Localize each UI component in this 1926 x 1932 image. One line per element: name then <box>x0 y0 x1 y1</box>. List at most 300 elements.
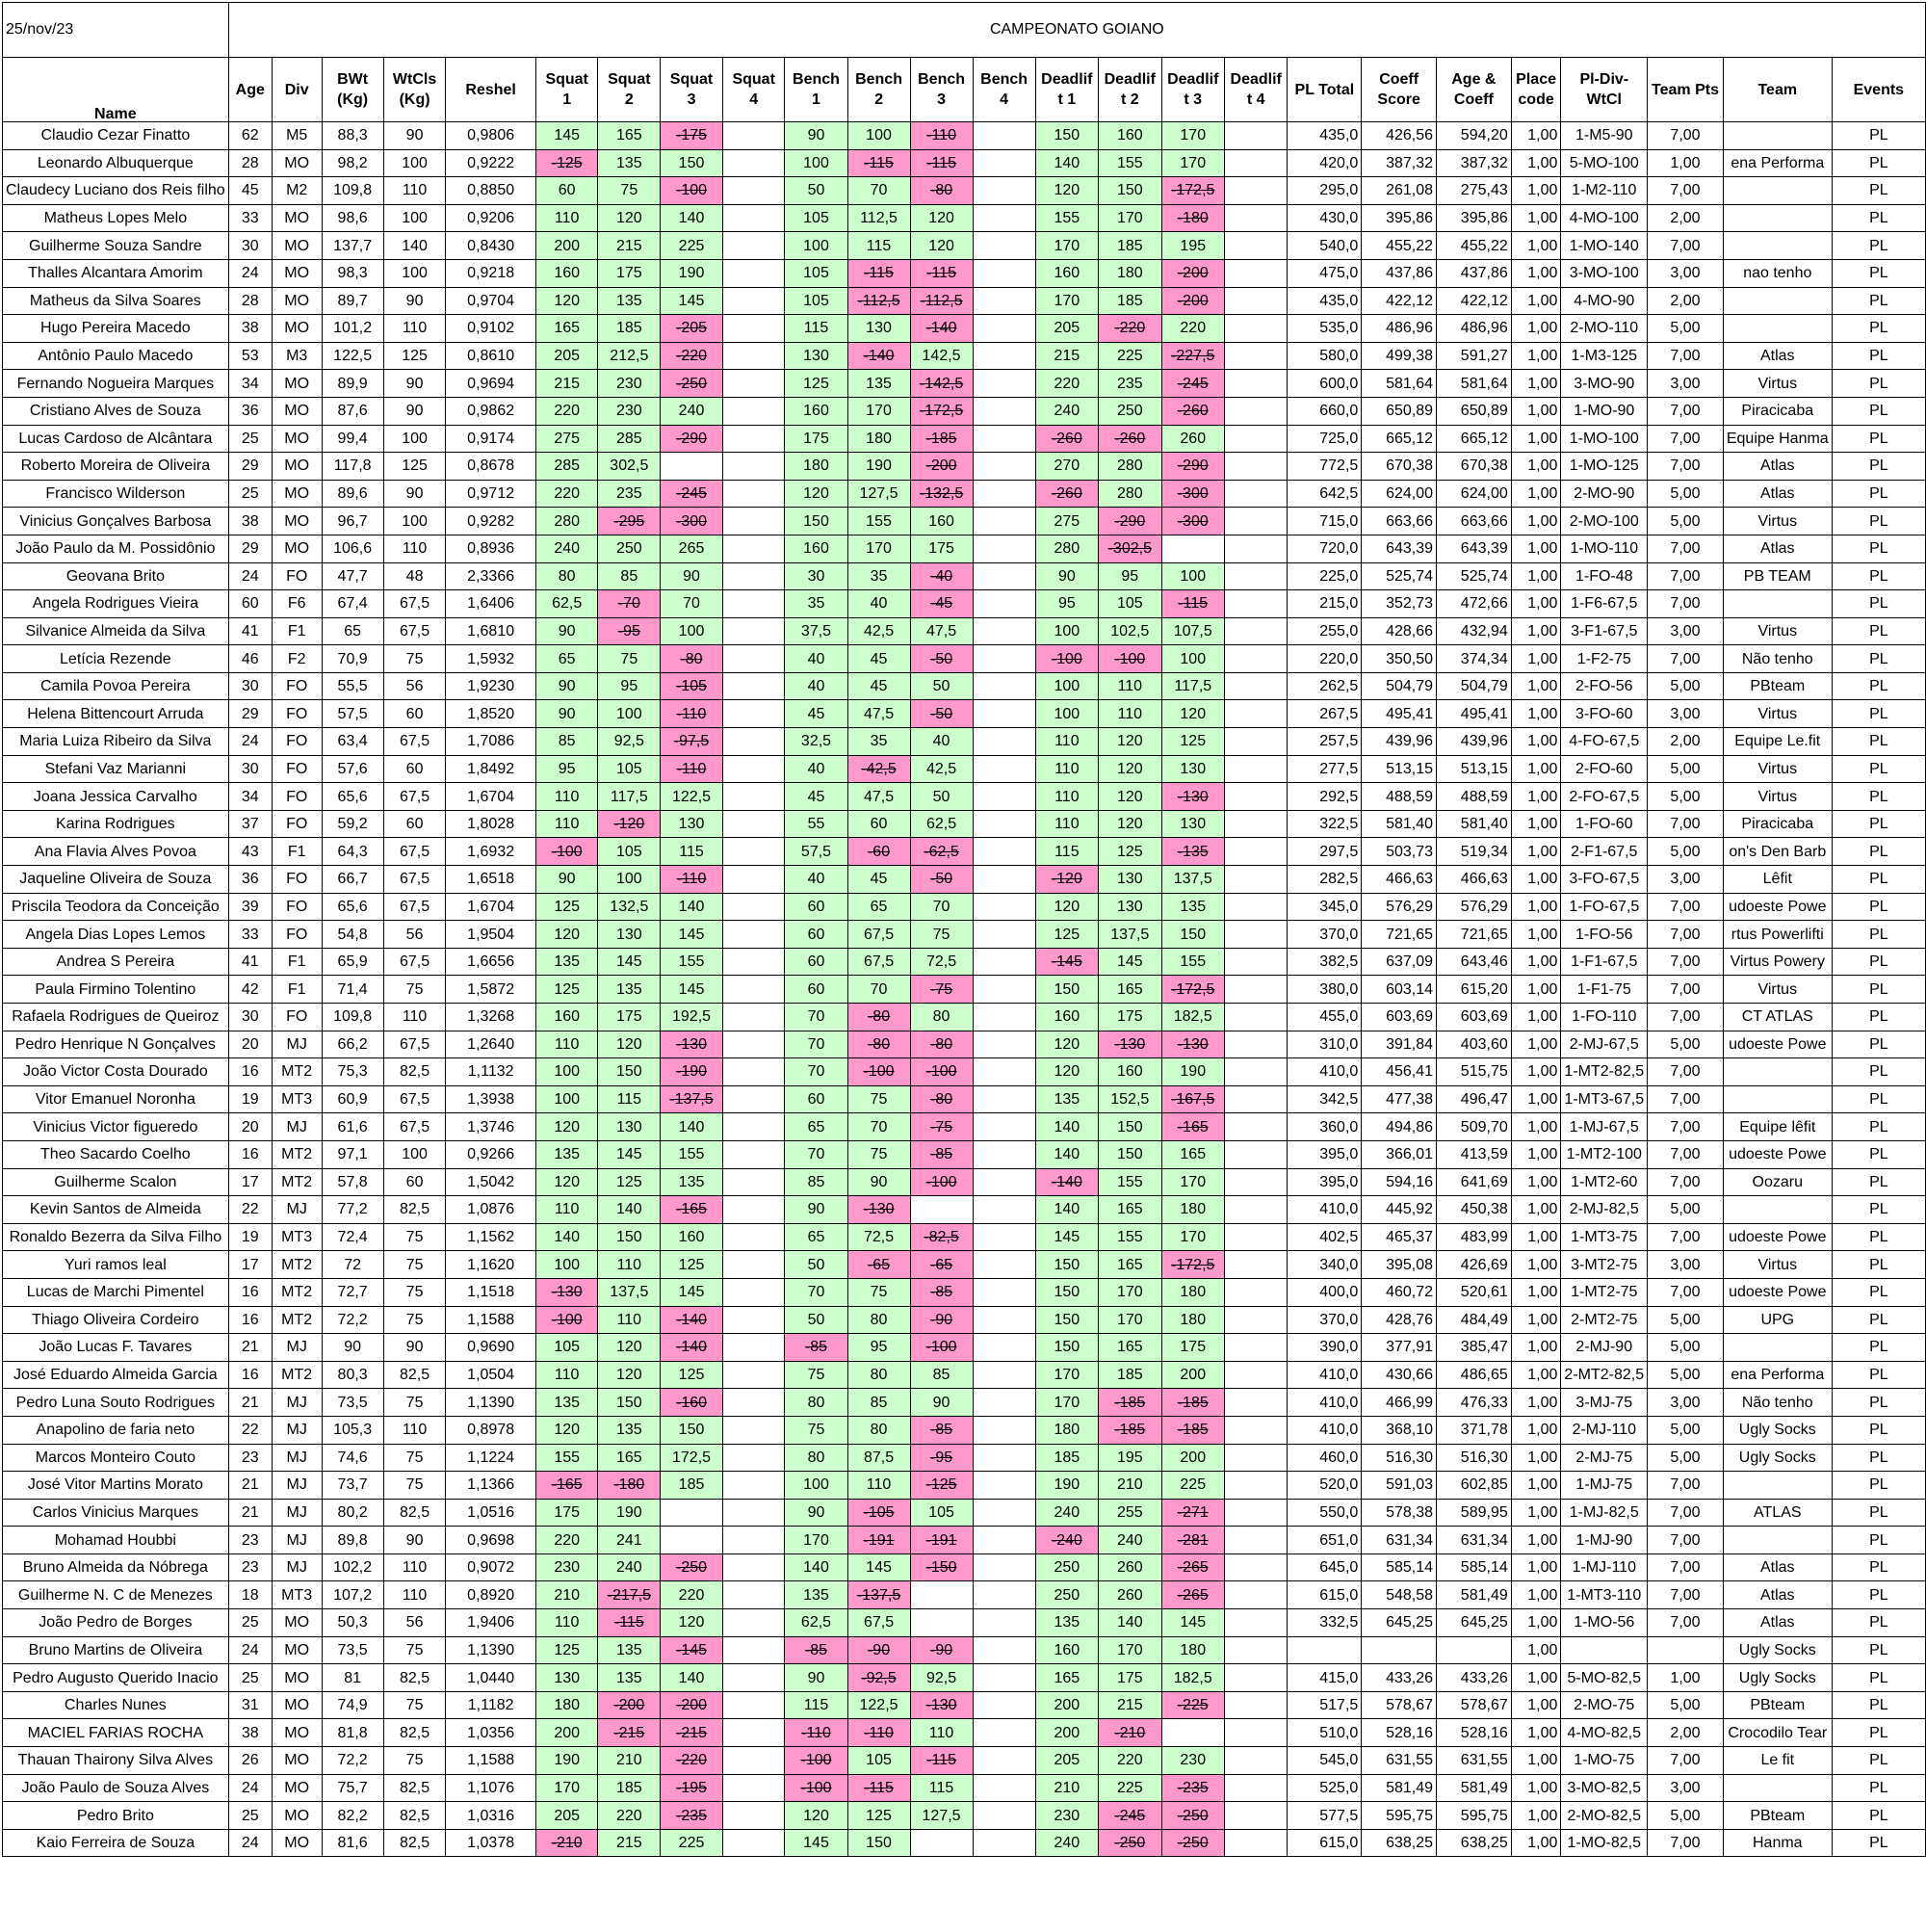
attempt-cell: 155 <box>1099 149 1161 177</box>
attempt-cell: 220 <box>1035 370 1098 398</box>
place-code: 1,00 <box>1511 1527 1561 1554</box>
athlete-name: MACIEL FARIAS ROCHA <box>3 1719 229 1747</box>
attempt-cell <box>973 810 1035 838</box>
attempt-cell <box>973 617 1035 645</box>
athlete-age: 41 <box>228 617 272 645</box>
athlete-division: F6 <box>272 590 322 618</box>
attempt-cell: 120 <box>661 1609 723 1637</box>
pl-total: 535,0 <box>1288 315 1362 343</box>
attempt-cell <box>1224 425 1287 453</box>
reshel-coefficient: 1,1224 <box>446 1444 535 1472</box>
body-weight: 72,7 <box>322 1278 383 1306</box>
attempt-cell: 135 <box>661 1168 723 1196</box>
attempt-cell: 145 <box>661 976 723 1004</box>
attempt-cell <box>722 921 785 949</box>
pl-total: 410,0 <box>1288 1389 1362 1417</box>
coeff-score: 391,84 <box>1362 1031 1437 1058</box>
attempt-cell: 125 <box>1099 838 1161 866</box>
pl-total: 370,0 <box>1288 1306 1362 1334</box>
attempt-cell: 210 <box>598 1747 661 1775</box>
athlete-age: 29 <box>228 535 272 562</box>
attempt-cell: 75 <box>785 1361 847 1389</box>
attempt-cell <box>973 397 1035 425</box>
attempt-cell: 170 <box>1035 287 1098 315</box>
sheet-date: 25/nov/23 <box>3 3 229 58</box>
age-coeff: 432,94 <box>1437 617 1512 645</box>
attempt-cell: 120 <box>1035 893 1098 921</box>
reshel-coefficient: 1,5872 <box>446 976 535 1004</box>
attempt-cell <box>722 1004 785 1031</box>
age-coeff: 670,38 <box>1437 453 1512 481</box>
team-points: 7,00 <box>1648 948 1724 976</box>
table-row <box>3 1251 1926 1279</box>
reshel-coefficient: 1,9230 <box>446 672 535 700</box>
coeff-score: 528,16 <box>1362 1719 1437 1747</box>
attempt-cell: 45 <box>847 672 910 700</box>
failed-attempt: -165 <box>1177 1118 1209 1136</box>
athlete-name: Anapolino de faria neto <box>3 1416 229 1444</box>
column-header-row <box>3 58 1926 122</box>
attempt-cell <box>910 1472 973 1500</box>
weight-class: 75 <box>383 645 446 673</box>
pl-total: 380,0 <box>1288 976 1362 1004</box>
reshel-coefficient: 1,0440 <box>446 1664 535 1692</box>
attempt-cell <box>1161 287 1224 315</box>
table-row <box>3 590 1926 618</box>
attempt-cell: 127,5 <box>910 1802 973 1830</box>
attempt-cell: 100 <box>847 122 910 150</box>
attempt-cell: 125 <box>1161 728 1224 756</box>
team-name: Atlas <box>1723 1581 1832 1609</box>
attempt-cell <box>535 149 598 177</box>
attempt-cell: 150 <box>598 1223 661 1251</box>
team-name: PBteam <box>1723 1691 1832 1719</box>
attempt-cell: 130 <box>1161 810 1224 838</box>
table-row <box>3 259 1926 287</box>
attempt-cell: 62,5 <box>785 1609 847 1637</box>
athlete-name: Thiago Oliveira Cordeiro <box>3 1306 229 1334</box>
weight-class: 90 <box>383 287 446 315</box>
attempt-cell <box>910 1334 973 1362</box>
body-weight: 75,7 <box>322 1774 383 1802</box>
attempt-cell <box>1224 755 1287 783</box>
team-points: 5,00 <box>1648 315 1724 343</box>
team-name <box>1723 315 1832 343</box>
attempt-cell: 140 <box>1099 1609 1161 1637</box>
coeff-score: 494,86 <box>1362 1113 1437 1141</box>
attempt-cell: 75 <box>847 1278 910 1306</box>
failed-attempt: -210 <box>551 1835 583 1852</box>
weight-class: 100 <box>383 149 446 177</box>
failed-attempt: -302,5 <box>1107 540 1152 558</box>
attempt-cell: 200 <box>1035 1691 1098 1719</box>
failed-attempt: -290 <box>1114 512 1146 530</box>
event-type: PL <box>1832 1140 1925 1168</box>
body-weight: 65,6 <box>322 783 383 811</box>
place-division-class <box>1561 1636 1648 1664</box>
failed-attempt: -105 <box>676 678 708 695</box>
attempt-cell <box>1224 1306 1287 1334</box>
attempt-cell: 205 <box>535 1802 598 1830</box>
attempt-cell <box>1161 1085 1224 1113</box>
team-points: 7,00 <box>1648 1829 1724 1857</box>
attempt-cell: 72,5 <box>910 948 973 976</box>
attempt-cell <box>910 1251 973 1279</box>
attempt-cell: 60 <box>785 893 847 921</box>
age-coeff: 513,15 <box>1437 755 1512 783</box>
attempt-cell: 135 <box>1035 1085 1098 1113</box>
athlete-name: Paula Firmino Tolentino <box>3 976 229 1004</box>
body-weight: 98,3 <box>322 259 383 287</box>
attempt-cell: 215 <box>1035 342 1098 370</box>
failed-attempt: -265 <box>1177 1586 1209 1604</box>
attempt-cell <box>722 1444 785 1472</box>
body-weight: 109,8 <box>322 1004 383 1031</box>
athlete-name: Matheus Lopes Melo <box>3 204 229 232</box>
attempt-cell <box>910 287 973 315</box>
attempt-cell <box>722 1031 785 1058</box>
place-code: 1,00 <box>1511 149 1561 177</box>
attempt-cell <box>1161 1031 1224 1058</box>
attempt-cell: 200 <box>1161 1444 1224 1472</box>
body-weight: 66,2 <box>322 1031 383 1058</box>
failed-attempt: -100 <box>676 182 708 199</box>
table-row <box>3 1389 1926 1417</box>
reshel-coefficient: 0,9690 <box>446 1334 535 1362</box>
team-name: Não tenho <box>1723 645 1832 673</box>
failed-attempt: -290 <box>676 430 708 447</box>
attempt-cell <box>722 204 785 232</box>
event-type: PL <box>1832 1609 1925 1637</box>
pl-total: 390,0 <box>1288 1334 1362 1362</box>
attempt-cell: 115 <box>785 1691 847 1719</box>
attempt-cell <box>973 1472 1035 1500</box>
team-name <box>1723 177 1832 205</box>
event-type: PL <box>1832 370 1925 398</box>
team-name <box>1723 1472 1832 1500</box>
attempt-cell: 180 <box>1161 1636 1224 1664</box>
athlete-name: José Vitor Martins Morato <box>3 1472 229 1500</box>
attempt-cell: 135 <box>535 948 598 976</box>
pl-total: 475,0 <box>1288 259 1362 287</box>
attempt-cell: 125 <box>661 1361 723 1389</box>
place-division-class: 2-MO-90 <box>1561 480 1648 508</box>
body-weight: 98,6 <box>322 204 383 232</box>
place-code: 1,00 <box>1511 259 1561 287</box>
attempt-cell: 212,5 <box>598 342 661 370</box>
attempt-cell: 85 <box>910 1361 973 1389</box>
attempt-cell: 150 <box>1099 177 1161 205</box>
attempt-cell: 95 <box>598 672 661 700</box>
place-code: 1,00 <box>1511 1113 1561 1141</box>
place-division-class: 2-MO-75 <box>1561 1691 1648 1719</box>
table-row <box>3 1031 1926 1058</box>
age-coeff: 641,69 <box>1437 1168 1512 1196</box>
place-division-class: 1-F2-75 <box>1561 645 1648 673</box>
team-points: 7,00 <box>1648 1527 1724 1554</box>
attempt-cell: 75 <box>785 1416 847 1444</box>
attempt-cell: 117,5 <box>1161 672 1224 700</box>
athlete-name: Lucas Cardoso de Alcântara <box>3 425 229 453</box>
pl-total: 277,5 <box>1288 755 1362 783</box>
athlete-age: 24 <box>228 1774 272 1802</box>
place-division-class: 1-MT2-82,5 <box>1561 1058 1648 1086</box>
column-header: WtCls (Kg) <box>383 58 446 122</box>
reshel-coefficient: 1,1390 <box>446 1636 535 1664</box>
attempt-cell: 180 <box>1035 1416 1098 1444</box>
attempt-cell <box>910 453 973 481</box>
attempt-cell: 150 <box>1035 122 1098 150</box>
team-name: Atlas <box>1723 535 1832 562</box>
failed-attempt: -227,5 <box>1171 348 1215 365</box>
athlete-age: 23 <box>228 1553 272 1581</box>
attempt-cell: 190 <box>1161 1058 1224 1086</box>
failed-attempt: -250 <box>1114 1835 1146 1852</box>
reshel-coefficient: 0,9206 <box>446 204 535 232</box>
attempt-cell <box>973 149 1035 177</box>
attempt-cell: 285 <box>598 425 661 453</box>
attempt-cell <box>1224 1196 1287 1224</box>
weight-class: 125 <box>383 453 446 481</box>
attempt-cell <box>1224 810 1287 838</box>
attempt-cell <box>661 866 723 894</box>
team-name <box>1723 1058 1832 1086</box>
attempt-cell: 75 <box>847 1085 910 1113</box>
attempt-cell <box>661 1058 723 1086</box>
attempt-cell <box>910 866 973 894</box>
attempt-cell <box>1224 287 1287 315</box>
age-coeff: 643,46 <box>1437 948 1512 976</box>
coeff-score: 445,92 <box>1362 1196 1437 1224</box>
table-row <box>3 976 1926 1004</box>
athlete-name: Vitor Emanuel Noronha <box>3 1085 229 1113</box>
attempt-cell <box>1224 1774 1287 1802</box>
failed-attempt: -80 <box>680 650 703 667</box>
place-division-class: 1-F6-67,5 <box>1561 590 1648 618</box>
coeff-score: 439,96 <box>1362 728 1437 756</box>
attempt-cell <box>973 122 1035 150</box>
body-weight: 109,8 <box>322 177 383 205</box>
place-code: 1,00 <box>1511 672 1561 700</box>
athlete-age: 43 <box>228 838 272 866</box>
team-points: 7,00 <box>1648 453 1724 481</box>
table-row <box>3 1527 1926 1554</box>
attempt-cell: 155 <box>1035 204 1098 232</box>
attempt-cell <box>1161 453 1224 481</box>
table-row <box>3 425 1926 453</box>
attempt-cell <box>847 1499 910 1527</box>
place-code: 1,00 <box>1511 1334 1561 1362</box>
place-division-class: 4-MO-82,5 <box>1561 1719 1648 1747</box>
event-type: PL <box>1832 645 1925 673</box>
attempt-cell <box>722 893 785 921</box>
age-coeff: 450,38 <box>1437 1196 1512 1224</box>
attempt-cell: 90 <box>785 122 847 150</box>
attempt-cell: 115 <box>661 838 723 866</box>
attempt-cell <box>661 1306 723 1334</box>
pl-total: 430,0 <box>1288 204 1362 232</box>
weight-class: 82,5 <box>383 1196 446 1224</box>
attempt-cell <box>910 838 973 866</box>
attempt-cell <box>722 1527 785 1554</box>
attempt-cell <box>1224 1664 1287 1692</box>
place-code: 1,00 <box>1511 810 1561 838</box>
failed-attempt: -175 <box>676 127 708 144</box>
place-division-class: 1-FO-60 <box>1561 810 1648 838</box>
place-code: 1,00 <box>1511 480 1561 508</box>
body-weight: 81 <box>322 1664 383 1692</box>
table-row <box>3 1636 1926 1664</box>
body-weight: 61,6 <box>322 1113 383 1141</box>
pl-total <box>1288 1636 1362 1664</box>
body-weight: 87,6 <box>322 397 383 425</box>
attempt-cell: 165 <box>1035 1664 1098 1692</box>
attempt-cell: 175 <box>785 425 847 453</box>
attempt-cell: 130 <box>661 810 723 838</box>
attempt-cell: 225 <box>1099 342 1161 370</box>
attempt-cell <box>1224 1223 1287 1251</box>
attempt-cell: 75 <box>598 177 661 205</box>
attempt-cell: 130 <box>598 921 661 949</box>
body-weight: 57,6 <box>322 755 383 783</box>
place-division-class: 2-MO-100 <box>1561 508 1648 535</box>
attempt-cell: 50 <box>910 783 973 811</box>
reshel-coefficient: 1,1588 <box>446 1747 535 1775</box>
coeff-score: 460,72 <box>1362 1278 1437 1306</box>
failed-attempt: -100 <box>551 1311 583 1328</box>
attempt-cell: 65 <box>535 645 598 673</box>
event-type: PL <box>1832 1251 1925 1279</box>
failed-attempt: -235 <box>1177 1779 1209 1796</box>
body-weight: 71,4 <box>322 976 383 1004</box>
pl-total: 615,0 <box>1288 1829 1362 1857</box>
attempt-cell: 230 <box>1161 1747 1224 1775</box>
failed-attempt: -45 <box>930 595 953 613</box>
attempt-cell: 125 <box>535 893 598 921</box>
pl-total: 262,5 <box>1288 672 1362 700</box>
attempt-cell: 235 <box>598 480 661 508</box>
attempt-cell <box>973 1306 1035 1334</box>
attempt-cell <box>1224 1058 1287 1086</box>
attempt-cell <box>910 1444 973 1472</box>
body-weight: 54,8 <box>322 921 383 949</box>
failed-attempt: -100 <box>925 1063 957 1081</box>
attempt-cell: 67,5 <box>847 948 910 976</box>
reshel-coefficient: 1,0316 <box>446 1802 535 1830</box>
attempt-cell <box>847 1581 910 1609</box>
weight-class: 75 <box>383 1691 446 1719</box>
place-division-class: 1-MO-125 <box>1561 453 1648 481</box>
pl-total: 550,0 <box>1288 1499 1362 1527</box>
reshel-coefficient: 1,6406 <box>446 590 535 618</box>
reshel-coefficient: 1,1588 <box>446 1306 535 1334</box>
table-row <box>3 1416 1926 1444</box>
table-row <box>3 1664 1926 1692</box>
event-type: PL <box>1832 259 1925 287</box>
attempt-cell: 137,5 <box>1161 866 1224 894</box>
athlete-division: MO <box>272 1774 322 1802</box>
coeff-score: 581,40 <box>1362 810 1437 838</box>
attempt-cell <box>973 508 1035 535</box>
attempt-cell <box>722 1334 785 1362</box>
attempt-cell: 200 <box>1161 1361 1224 1389</box>
failed-attempt: -265 <box>1177 1559 1209 1577</box>
athlete-age: 36 <box>228 866 272 894</box>
coeff-score: 366,01 <box>1362 1140 1437 1168</box>
table-row <box>3 1278 1926 1306</box>
attempt-cell <box>973 1168 1035 1196</box>
attempt-cell: 130 <box>1099 866 1161 894</box>
attempt-cell: 150 <box>661 1416 723 1444</box>
attempt-cell: 60 <box>785 921 847 949</box>
athlete-age: 21 <box>228 1334 272 1362</box>
attempt-cell <box>1099 645 1161 673</box>
attempt-cell: 170 <box>1161 149 1224 177</box>
pl-total: 322,5 <box>1288 810 1362 838</box>
weight-class: 140 <box>383 232 446 260</box>
attempt-cell: 130 <box>535 1664 598 1692</box>
athlete-age: 16 <box>228 1278 272 1306</box>
attempt-cell: 150 <box>1099 1113 1161 1141</box>
team-points: 7,00 <box>1648 1223 1724 1251</box>
age-coeff: 520,61 <box>1437 1278 1512 1306</box>
attempt-cell <box>910 976 973 1004</box>
athlete-division: MO <box>272 287 322 315</box>
place-division-class: 1-MO-140 <box>1561 232 1648 260</box>
weight-class: 75 <box>383 1278 446 1306</box>
pl-total: 520,0 <box>1288 1472 1362 1500</box>
attempt-cell <box>973 1774 1035 1802</box>
coeff-score: 638,25 <box>1362 1829 1437 1857</box>
attempt-cell: 120 <box>1035 1031 1098 1058</box>
attempt-cell <box>973 1113 1035 1141</box>
attempt-cell <box>1161 342 1224 370</box>
attempt-cell <box>785 1719 847 1747</box>
body-weight: 63,4 <box>322 728 383 756</box>
failed-attempt: -50 <box>930 650 953 667</box>
athlete-division: MO <box>272 259 322 287</box>
attempt-cell <box>1224 177 1287 205</box>
team-name <box>1723 1085 1832 1113</box>
weight-class: 75 <box>383 1472 446 1500</box>
coeff-score: 350,50 <box>1362 645 1437 673</box>
athlete-division: FO <box>272 562 322 590</box>
attempt-cell: 110 <box>535 783 598 811</box>
attempt-cell: 170 <box>535 1774 598 1802</box>
failed-attempt: -260 <box>1177 403 1209 420</box>
attempt-cell: 105 <box>535 1334 598 1362</box>
column-header: Bench 1 <box>785 58 847 122</box>
team-points: 7,00 <box>1648 1553 1724 1581</box>
athlete-division: MJ <box>272 1416 322 1444</box>
athlete-name: Guilherme Souza Sandre <box>3 232 229 260</box>
table-row <box>3 1004 1926 1031</box>
coeff-score: 525,74 <box>1362 562 1437 590</box>
attempt-cell <box>910 645 973 673</box>
place-division-class: 2-F1-67,5 <box>1561 838 1648 866</box>
team-name: Virtus <box>1723 617 1832 645</box>
attempt-cell: 105 <box>598 755 661 783</box>
weight-class: 56 <box>383 672 446 700</box>
body-weight: 89,9 <box>322 370 383 398</box>
athlete-name: Hugo Pereira Macedo <box>3 315 229 343</box>
place-division-class: 3-MO-90 <box>1561 370 1648 398</box>
weight-class: 75 <box>383 1636 446 1664</box>
athlete-division: FO <box>272 783 322 811</box>
place-code: 1,00 <box>1511 1004 1561 1031</box>
place-code: 1,00 <box>1511 1031 1561 1058</box>
team-name: UPG <box>1723 1306 1832 1334</box>
